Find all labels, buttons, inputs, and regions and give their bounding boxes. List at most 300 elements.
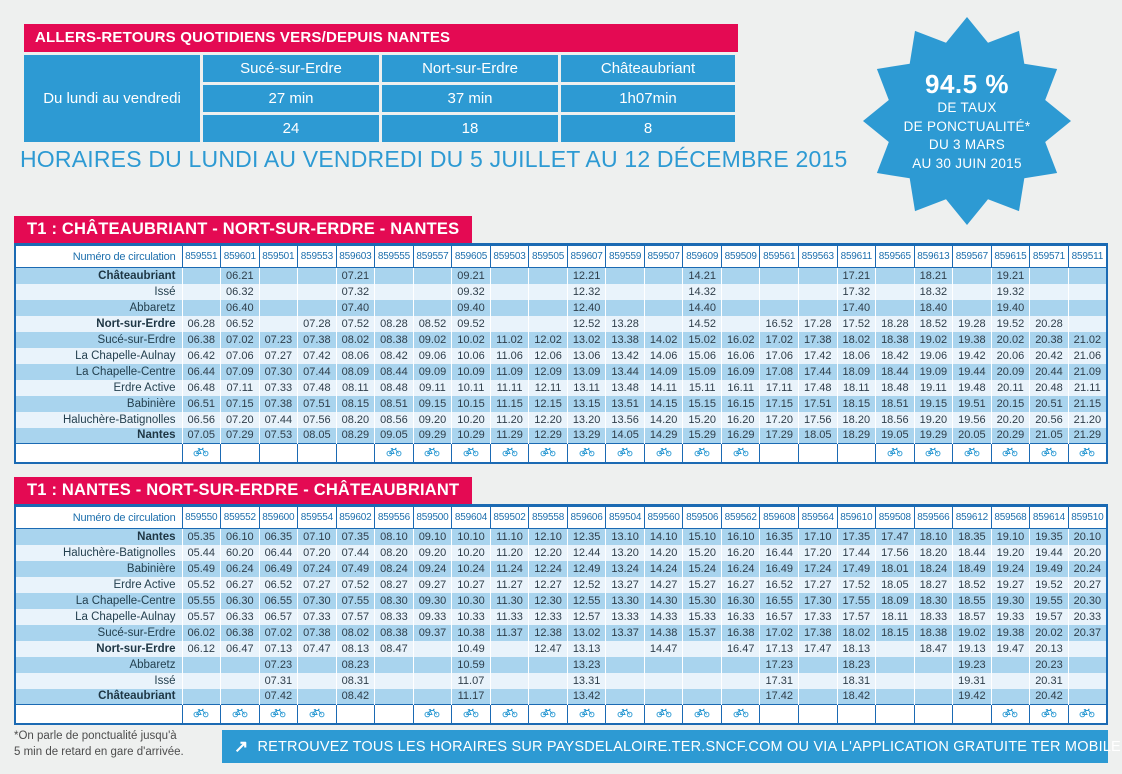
circulation-number-label: Numéro de circulation	[15, 245, 182, 268]
time-cell: 09.20	[413, 545, 452, 561]
time-cell: 14.05	[606, 428, 645, 444]
time-cell: 13.28	[606, 316, 645, 332]
bike-cell	[452, 444, 491, 464]
time-cell	[799, 673, 838, 689]
time-cell: 13.29	[567, 428, 606, 444]
trips-count-chateaubriant: 8	[561, 115, 735, 142]
time-cell: 16.15	[721, 396, 760, 412]
time-cell: 07.55	[336, 593, 375, 609]
time-cell	[182, 657, 221, 673]
time-cell: 07.05	[182, 428, 221, 444]
bike-cell	[914, 705, 953, 725]
time-cell: 12.24	[529, 561, 568, 577]
bicycle-icon	[193, 707, 209, 718]
station-row	[15, 593, 1107, 609]
time-cell: 16.20	[721, 412, 760, 428]
table-title-return: T1 : NANTES - NORT-SUR-ERDRE - CHÂTEAUBRIANT	[14, 477, 472, 504]
time-cell: 21.20	[1068, 412, 1107, 428]
station-name: Abbaretz	[129, 301, 176, 314]
time-cell: 18.20	[837, 412, 876, 428]
time-cell	[375, 689, 414, 705]
time-cell: 11.33	[490, 609, 529, 625]
time-cell: 15.33	[683, 609, 722, 625]
time-cell: 15.20	[683, 412, 722, 428]
station-name: Issé	[154, 674, 176, 687]
time-cell	[1030, 300, 1069, 316]
time-cell	[1068, 673, 1107, 689]
time-cell: 12.38	[529, 625, 568, 641]
time-cell: 18.57	[953, 609, 992, 625]
time-cell: 17.21	[837, 268, 876, 284]
train-number: 859502	[490, 506, 529, 529]
train-number: 859555	[375, 245, 414, 268]
duration-nort: 37 min	[382, 85, 558, 112]
time-cell: 19.15	[914, 396, 953, 412]
time-cell	[298, 268, 337, 284]
time-cell	[1068, 657, 1107, 673]
time-cell	[799, 300, 838, 316]
time-cell: 13.51	[606, 396, 645, 412]
time-cell: 14.09	[644, 364, 683, 380]
time-cell: 09.06	[413, 348, 452, 364]
time-cell	[876, 673, 915, 689]
bicycle-icon	[502, 707, 518, 718]
time-cell: 07.15	[221, 396, 260, 412]
time-cell: 07.33	[298, 609, 337, 625]
bike-cell	[953, 444, 992, 464]
station-row	[15, 625, 1107, 641]
time-cell	[1068, 316, 1107, 332]
time-cell: 19.57	[1030, 609, 1069, 625]
time-cell: 20.51	[1030, 396, 1069, 412]
time-cell: 13.11	[567, 380, 606, 396]
time-cell: 19.52	[991, 316, 1030, 332]
time-cell: 14.33	[644, 609, 683, 625]
time-cell: 09.37	[413, 625, 452, 641]
time-cell: 16.57	[760, 609, 799, 625]
time-cell: 17.52	[837, 577, 876, 593]
time-cell: 07.31	[259, 673, 298, 689]
time-cell: 15.02	[683, 332, 722, 348]
bicycle-icon	[540, 446, 556, 457]
time-cell: 14.21	[683, 268, 722, 284]
badge-line-2: DE PONCTUALITÉ*	[903, 118, 1031, 134]
time-cell: 14.10	[644, 529, 683, 545]
bike-cell	[876, 444, 915, 464]
time-cell: 19.42	[953, 348, 992, 364]
train-number: 859560	[644, 506, 683, 529]
station-name: La Chapelle-Centre	[75, 365, 176, 378]
time-cell: 18.51	[876, 396, 915, 412]
train-number: 859554	[298, 506, 337, 529]
time-cell: 06.44	[259, 545, 298, 561]
time-cell: 18.13	[837, 641, 876, 657]
station-name: Nort-sur-Erdre	[96, 317, 176, 330]
train-number: 859615	[991, 245, 1030, 268]
time-cell: 13.20	[606, 545, 645, 561]
time-cell: 17.32	[837, 284, 876, 300]
time-cell	[644, 268, 683, 284]
time-cell: 19.20	[914, 412, 953, 428]
time-cell	[876, 689, 915, 705]
time-cell	[1068, 689, 1107, 705]
train-number: 859562	[721, 506, 760, 529]
time-cell: 19.47	[991, 641, 1030, 657]
time-cell	[413, 657, 452, 673]
time-cell: 13.38	[606, 332, 645, 348]
station-name: La Chapelle-Centre	[75, 594, 176, 607]
time-cell: 06.32	[221, 284, 260, 300]
time-cell	[644, 657, 683, 673]
time-cell: 16.27	[721, 577, 760, 593]
time-cell: 20.44	[1030, 364, 1069, 380]
time-cell: 20.06	[991, 348, 1030, 364]
time-cell: 21.02	[1068, 332, 1107, 348]
time-cell: 06.51	[182, 396, 221, 412]
time-cell: 17.08	[760, 364, 799, 380]
time-cell	[683, 641, 722, 657]
time-cell	[490, 641, 529, 657]
time-cell: 19.44	[953, 364, 992, 380]
train-number: 859600	[259, 506, 298, 529]
time-cell: 14.30	[644, 593, 683, 609]
time-cell: 16.29	[721, 428, 760, 444]
time-cell: 08.23	[336, 657, 375, 673]
bike-cell	[799, 705, 838, 725]
time-cell	[182, 300, 221, 316]
train-number: 859605	[452, 245, 491, 268]
time-cell: 13.10	[606, 529, 645, 545]
time-cell	[876, 657, 915, 673]
time-cell: 10.38	[452, 625, 491, 641]
time-cell: 12.49	[567, 561, 606, 577]
time-cell: 16.30	[721, 593, 760, 609]
station-name: Nantes	[137, 530, 176, 543]
time-cell: 11.11	[490, 380, 529, 396]
time-cell: 10.02	[452, 332, 491, 348]
time-cell: 09.30	[413, 593, 452, 609]
time-cell: 20.37	[1068, 625, 1107, 641]
station-row	[15, 268, 1107, 284]
bicycle-icon	[656, 446, 672, 457]
time-cell	[721, 284, 760, 300]
time-cell: 14.06	[644, 348, 683, 364]
time-cell: 17.27	[799, 577, 838, 593]
time-cell: 08.20	[336, 412, 375, 428]
time-cell	[259, 284, 298, 300]
train-number: 859503	[490, 245, 529, 268]
station-name: Erdre Active	[113, 578, 176, 591]
train-number: 859509	[721, 245, 760, 268]
bike-cell	[1068, 444, 1107, 464]
time-cell: 10.27	[452, 577, 491, 593]
time-cell: 18.05	[799, 428, 838, 444]
time-cell: 14.24	[644, 561, 683, 577]
time-cell: 17.42	[760, 689, 799, 705]
train-number: 859613	[914, 245, 953, 268]
time-cell	[490, 268, 529, 284]
time-cell: 17.33	[799, 609, 838, 625]
time-cell	[1030, 284, 1069, 300]
time-cell	[644, 316, 683, 332]
time-cell: 11.09	[490, 364, 529, 380]
time-cell: 18.42	[837, 689, 876, 705]
train-number: 859610	[837, 506, 876, 529]
info-col-suce-sur-erdre: Sucé-sur-Erdre	[203, 55, 379, 82]
time-cell: 12.40	[567, 300, 606, 316]
bike-cell	[413, 705, 452, 725]
time-cell: 18.48	[876, 380, 915, 396]
time-cell: 10.29	[452, 428, 491, 444]
time-cell	[760, 284, 799, 300]
bike-cell	[413, 444, 452, 464]
time-cell: 16.09	[721, 364, 760, 380]
time-cell: 08.24	[375, 561, 414, 577]
time-cell: 09.05	[375, 428, 414, 444]
time-cell: 17.44	[837, 545, 876, 561]
time-cell: 08.56	[375, 412, 414, 428]
time-cell: 19.09	[914, 364, 953, 380]
time-cell	[683, 689, 722, 705]
time-cell	[182, 268, 221, 284]
time-cell: 08.29	[336, 428, 375, 444]
time-cell	[298, 689, 337, 705]
time-cell: 21.06	[1068, 348, 1107, 364]
time-cell: 15.24	[683, 561, 722, 577]
time-cell: 15.09	[683, 364, 722, 380]
time-cell: 16.33	[721, 609, 760, 625]
bike-cell	[953, 705, 992, 725]
bike-row-label-cell	[15, 705, 182, 725]
bike-cell	[375, 444, 414, 464]
bicycle-icon	[424, 446, 440, 457]
time-cell: 06.24	[221, 561, 260, 577]
time-cell: 17.51	[799, 396, 838, 412]
time-cell: 18.15	[876, 625, 915, 641]
time-cell: 18.38	[914, 625, 953, 641]
time-cell: 08.27	[375, 577, 414, 593]
time-cell: 08.11	[336, 380, 375, 396]
time-cell: 13.24	[606, 561, 645, 577]
time-cell	[1068, 300, 1107, 316]
time-cell: 08.10	[375, 529, 414, 545]
station-name: Issé	[154, 285, 176, 298]
bike-cell	[182, 444, 221, 464]
time-cell: 12.52	[567, 577, 606, 593]
train-number: 859608	[760, 506, 799, 529]
time-cell: 17.10	[799, 529, 838, 545]
time-cell: 19.24	[991, 561, 1030, 577]
timetable-outbound-mount	[14, 243, 1108, 464]
time-cell: 20.02	[1030, 625, 1069, 641]
time-cell: 18.38	[876, 332, 915, 348]
time-cell: 05.57	[182, 609, 221, 625]
bike-cell	[1068, 705, 1107, 725]
time-cell: 17.11	[760, 380, 799, 396]
time-cell: 06.10	[221, 529, 260, 545]
bike-cell	[298, 705, 337, 725]
time-cell: 17.48	[799, 380, 838, 396]
bike-cell	[991, 705, 1030, 725]
time-cell: 12.27	[529, 577, 568, 593]
time-cell	[991, 689, 1030, 705]
train-number: 859564	[799, 506, 838, 529]
time-cell: 20.29	[991, 428, 1030, 444]
time-cell: 17.47	[799, 641, 838, 657]
time-cell: 18.42	[876, 348, 915, 364]
time-cell	[644, 689, 683, 705]
time-cell	[876, 268, 915, 284]
time-cell: 06.02	[182, 625, 221, 641]
bike-cell	[221, 444, 260, 464]
time-cell	[606, 641, 645, 657]
time-cell: 18.24	[914, 561, 953, 577]
time-cell: 18.32	[914, 284, 953, 300]
time-cell	[298, 673, 337, 689]
time-cell: 07.11	[221, 380, 260, 396]
station-row	[15, 657, 1107, 673]
time-cell: 21.09	[1068, 364, 1107, 380]
time-cell: 20.24	[1068, 561, 1107, 577]
time-cell	[529, 316, 568, 332]
time-cell: 12.10	[529, 529, 568, 545]
time-cell: 17.02	[760, 625, 799, 641]
time-cell: 19.38	[991, 625, 1030, 641]
time-cell: 19.13	[953, 641, 992, 657]
time-cell: 18.11	[876, 609, 915, 625]
time-cell: 09.09	[413, 364, 452, 380]
time-cell: 13.31	[567, 673, 606, 689]
time-cell: 06.38	[221, 625, 260, 641]
time-cell: 12.09	[529, 364, 568, 380]
time-cell: 10.20	[452, 545, 491, 561]
bike-cell	[567, 444, 606, 464]
time-cell: 18.09	[876, 593, 915, 609]
time-cell: 06.38	[182, 332, 221, 348]
time-cell: 16.11	[721, 380, 760, 396]
time-cell: 08.31	[336, 673, 375, 689]
time-cell: 17.20	[760, 412, 799, 428]
time-cell	[721, 316, 760, 332]
time-cell	[683, 673, 722, 689]
time-cell	[953, 268, 992, 284]
time-cell: 19.42	[953, 689, 992, 705]
time-cell: 09.10	[413, 529, 452, 545]
time-cell: 07.02	[259, 625, 298, 641]
station-name: Erdre Active	[113, 381, 176, 394]
time-cell: 07.13	[259, 641, 298, 657]
time-cell	[298, 300, 337, 316]
time-cell	[953, 284, 992, 300]
badge-line-3: DU 3 MARS	[928, 137, 1006, 152]
time-cell: 09.15	[413, 396, 452, 412]
time-cell: 17.38	[799, 625, 838, 641]
time-cell: 21.05	[1030, 428, 1069, 444]
time-cell: 13.56	[606, 412, 645, 428]
time-cell: 17.55	[837, 593, 876, 609]
time-cell: 16.02	[721, 332, 760, 348]
time-cell: 16.52	[760, 577, 799, 593]
time-cell: 19.27	[991, 577, 1030, 593]
time-cell: 12.11	[529, 380, 568, 396]
time-cell: 07.44	[336, 545, 375, 561]
time-cell: 07.42	[298, 348, 337, 364]
time-cell: 12.35	[567, 529, 606, 545]
bike-cell	[991, 444, 1030, 464]
time-cell: 07.09	[221, 364, 260, 380]
time-cell: 18.33	[914, 609, 953, 625]
train-number: 859565	[876, 245, 915, 268]
time-cell: 13.15	[567, 396, 606, 412]
bike-cell	[490, 444, 529, 464]
time-cell: 17.06	[760, 348, 799, 364]
time-cell: 13.13	[567, 641, 606, 657]
station-name: Châteaubriant	[98, 690, 176, 703]
time-cell: 08.15	[336, 396, 375, 412]
time-cell: 18.40	[914, 300, 953, 316]
time-cell: 06.28	[182, 316, 221, 332]
time-cell: 09.21	[452, 268, 491, 284]
time-cell	[529, 689, 568, 705]
time-cell: 17.38	[799, 332, 838, 348]
time-cell: 13.48	[606, 380, 645, 396]
time-cell: 06.35	[259, 529, 298, 545]
train-number: 859504	[606, 506, 645, 529]
time-cell: 19.52	[1030, 577, 1069, 593]
bike-cell	[606, 444, 645, 464]
time-cell: 18.35	[953, 529, 992, 545]
time-cell	[991, 673, 1030, 689]
station-row	[15, 316, 1107, 332]
bicycle-icon	[887, 446, 903, 457]
time-cell	[413, 673, 452, 689]
time-cell	[490, 316, 529, 332]
footer-banner	[222, 730, 1121, 763]
time-cell: 12.20	[529, 545, 568, 561]
time-cell	[760, 300, 799, 316]
train-number: 859559	[606, 245, 645, 268]
time-cell: 15.20	[683, 545, 722, 561]
time-cell: 07.28	[298, 316, 337, 332]
time-cell: 20.23	[1030, 657, 1069, 673]
time-cell: 18.30	[914, 593, 953, 609]
time-cell: 10.09	[452, 364, 491, 380]
train-number: 859500	[413, 506, 452, 529]
time-cell: 20.42	[1030, 689, 1069, 705]
time-cell: 19.31	[953, 673, 992, 689]
train-number: 859558	[529, 506, 568, 529]
time-cell: 10.30	[452, 593, 491, 609]
station-row	[15, 561, 1107, 577]
time-cell: 07.20	[298, 545, 337, 561]
time-cell: 18.31	[837, 673, 876, 689]
time-cell: 17.15	[760, 396, 799, 412]
time-cell: 17.24	[799, 561, 838, 577]
time-cell: 18.21	[914, 268, 953, 284]
station-row	[15, 673, 1107, 689]
time-cell	[606, 689, 645, 705]
time-cell	[221, 689, 260, 705]
time-cell: 13.33	[606, 609, 645, 625]
station-name: Nantes	[137, 429, 176, 442]
time-cell	[490, 284, 529, 300]
time-cell	[221, 673, 260, 689]
time-cell: 07.56	[298, 412, 337, 428]
time-cell: 13.30	[606, 593, 645, 609]
time-cell: 20.30	[1068, 593, 1107, 609]
time-cell: 09.32	[452, 284, 491, 300]
station-row	[15, 332, 1107, 348]
